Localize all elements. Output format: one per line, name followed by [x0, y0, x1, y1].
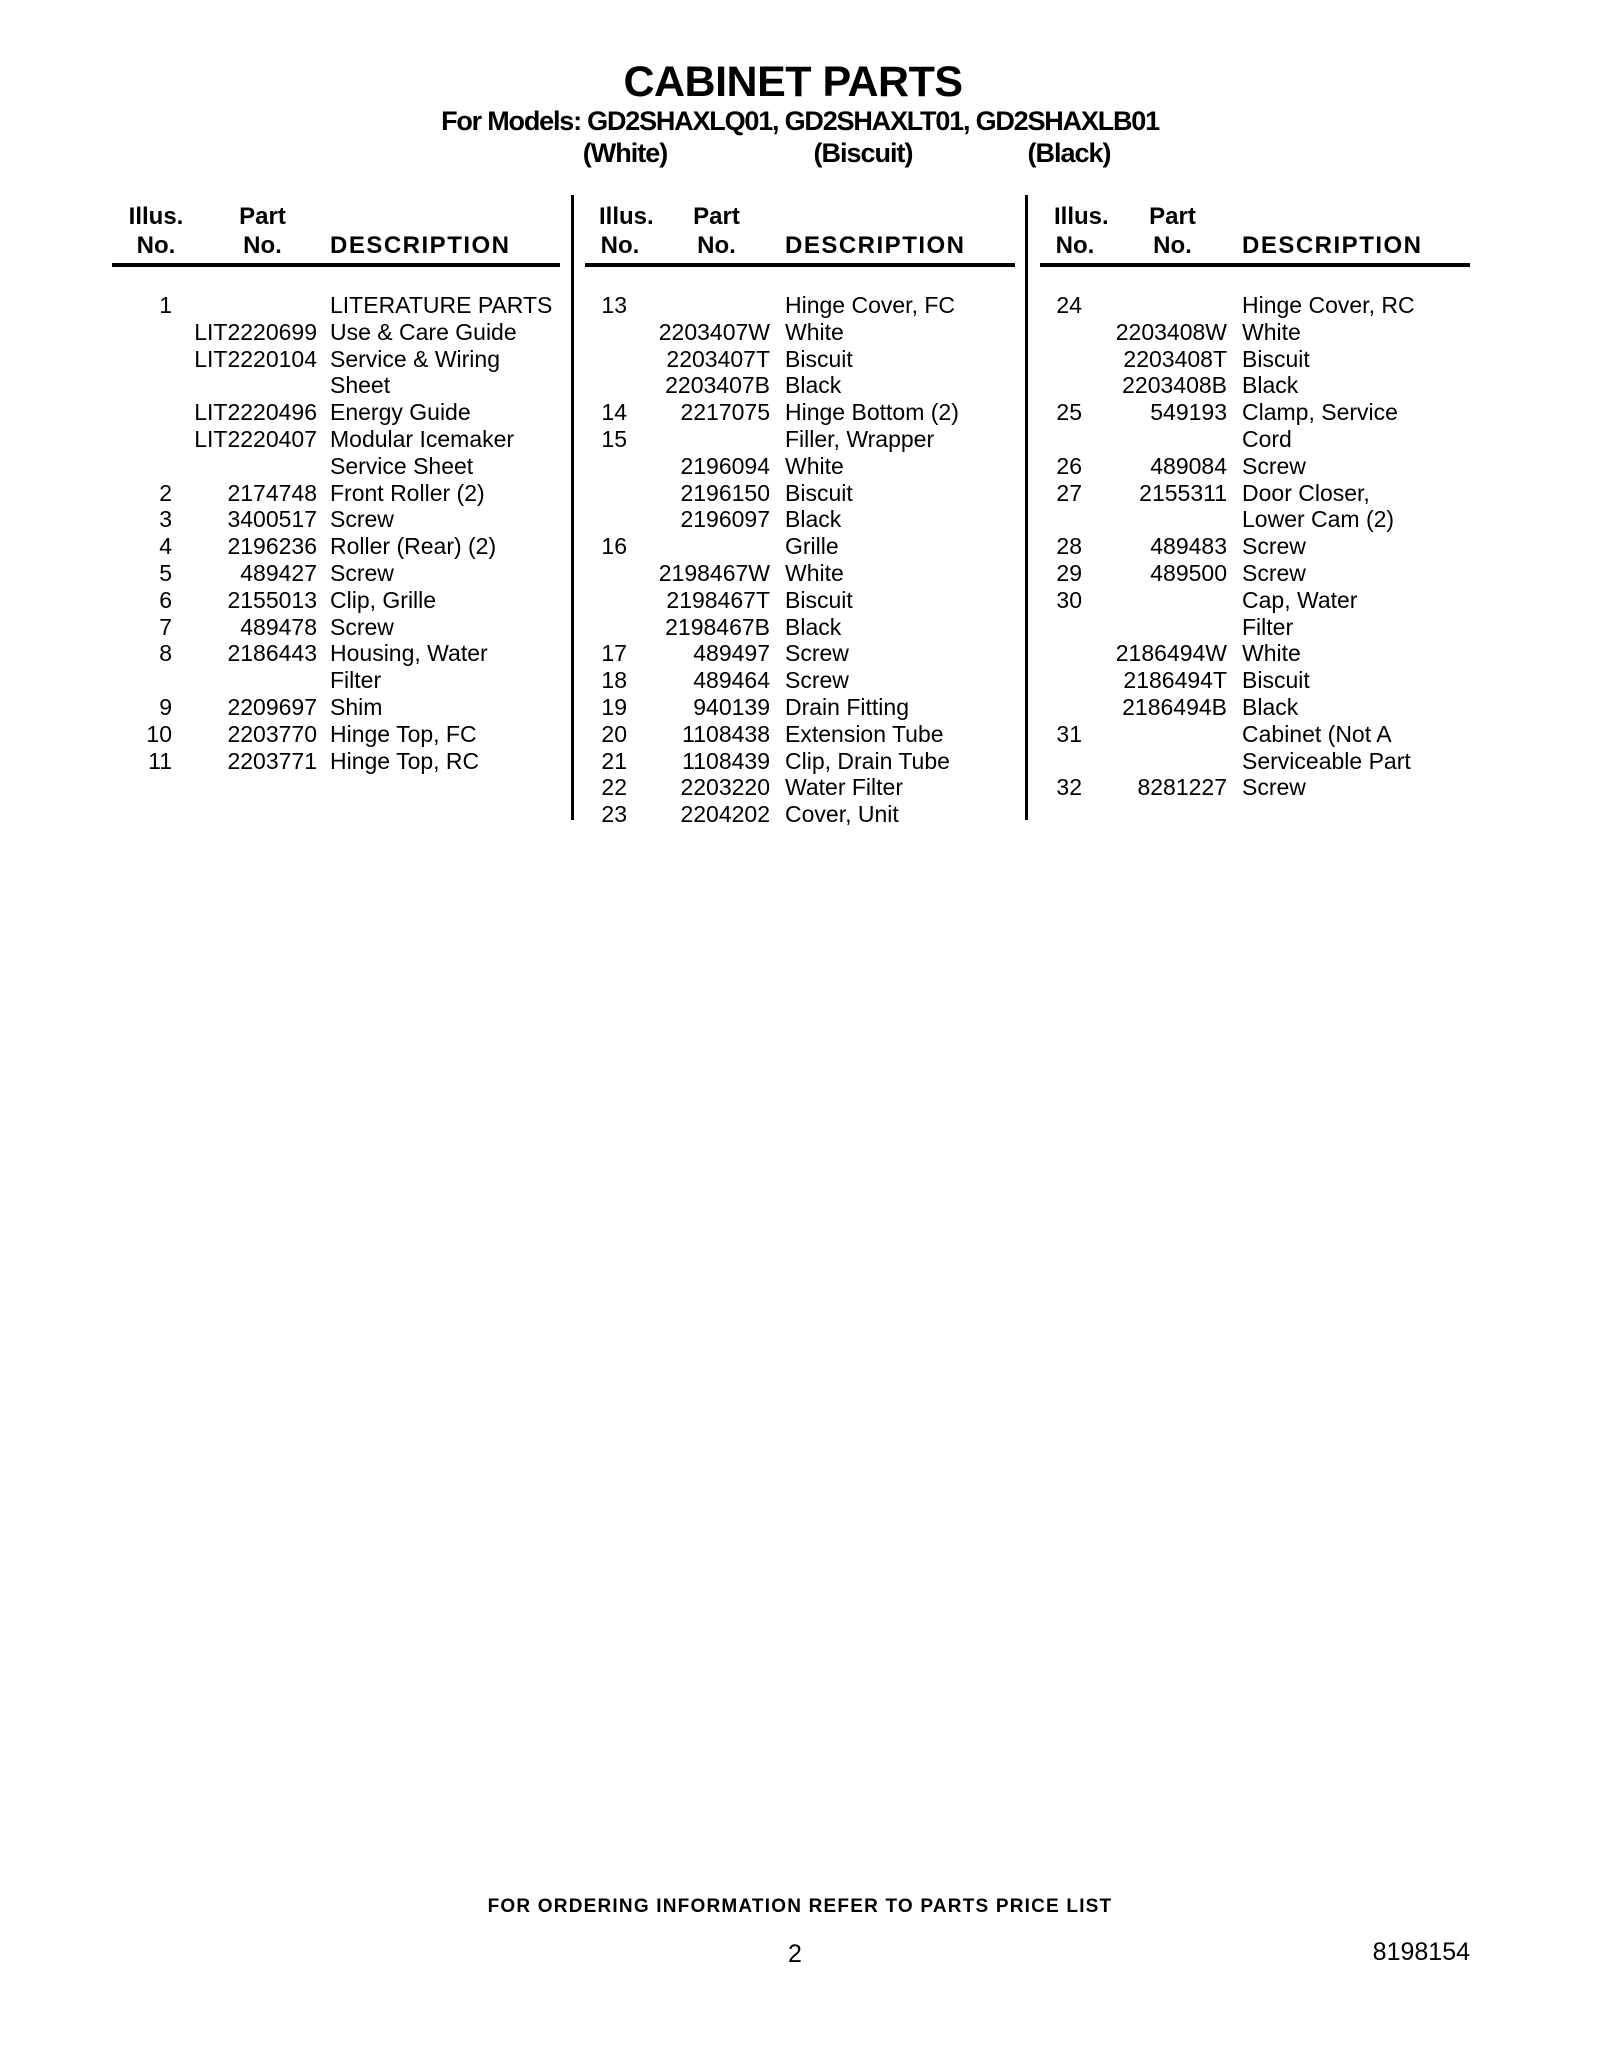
table-row: [585, 667, 1015, 694]
table-row: [1040, 426, 1470, 453]
table-row: [585, 614, 1015, 641]
illus-no-cell: [112, 372, 172, 399]
part-no-cell: [1082, 748, 1227, 775]
part-no-cell: 2209697: [227, 693, 317, 720]
part-no-cell: [1082, 292, 1227, 319]
illus-no-cell: 2: [159, 479, 172, 506]
part-no-cell: 2203771: [227, 747, 317, 774]
description-cell: LITERATURE PARTS: [330, 292, 553, 318]
description-cell: White: [1242, 640, 1301, 667]
description-cell: White: [1242, 318, 1301, 345]
description-cell: Use & Care Guide: [330, 318, 517, 345]
table-row: [112, 506, 560, 533]
illus-no-cell: 5: [159, 559, 172, 586]
table-row: [1040, 614, 1470, 641]
part-no-cell: 2198467B: [665, 613, 770, 640]
illus-no-cell: 17: [601, 640, 627, 667]
header-rule: [112, 263, 560, 267]
table-row: [585, 506, 1015, 533]
illus-no-cell: [112, 346, 172, 373]
color-label-white: (White): [582, 138, 668, 168]
part-no-header: Part: [693, 203, 740, 230]
table-row: [585, 587, 1015, 614]
column-header-row: [112, 202, 560, 231]
part-no-header: No.: [697, 232, 736, 259]
part-no-cell: 2196150: [680, 479, 770, 506]
document-number: 8198154: [1372, 1938, 1470, 1966]
header-rule: [1040, 263, 1470, 267]
table-row: [1040, 694, 1470, 721]
table-row: [585, 399, 1015, 426]
illus-no-cell: 7: [159, 613, 172, 640]
illus-no-cell: 22: [601, 774, 627, 801]
color-label-black: (Black): [1027, 138, 1111, 168]
part-no-cell: [172, 667, 317, 694]
part-no-cell: [1082, 614, 1227, 641]
part-no-cell: 8281227: [1137, 774, 1227, 801]
illus-no-cell: 19: [601, 693, 627, 720]
description-header: DESCRIPTION: [785, 232, 966, 259]
table-row: [1040, 533, 1470, 560]
model-color-labels: [0, 138, 1600, 168]
part-no-cell: 2203407T: [666, 345, 770, 372]
part-no-cell: 2174748: [227, 479, 317, 506]
illus-no-cell: 18: [601, 667, 627, 694]
description-header: DESCRIPTION: [1242, 232, 1423, 259]
illus-no-cell: 8: [159, 640, 172, 667]
part-no-cell: 2186494B: [1122, 693, 1227, 720]
illus-no-cell: [1040, 346, 1082, 373]
description-cell: Hinge Cover, FC: [785, 292, 956, 318]
part-no-cell: 2203408B: [1122, 372, 1227, 399]
illus-no-cell: 23: [601, 801, 627, 828]
part-no-cell: LIT2220407: [194, 425, 317, 452]
table-row: [112, 587, 560, 614]
illus-no-cell: [1040, 694, 1082, 721]
part-no-cell: LIT2220496: [194, 399, 317, 426]
table-row: [112, 453, 560, 480]
illus-no-cell: [1040, 319, 1082, 346]
part-no-cell: 2203408T: [1123, 345, 1227, 372]
part-no-cell: [1082, 506, 1227, 533]
illus-no-cell: 9: [159, 693, 172, 720]
description-cell: White: [785, 559, 844, 586]
description-cell: Biscuit: [1242, 345, 1310, 372]
description-cell: Drain Fitting: [785, 693, 909, 720]
parts-table-column-3: [1040, 195, 1470, 801]
description-cell: White: [785, 318, 844, 345]
part-no-header: Part: [1149, 203, 1196, 230]
part-no-cell: 2186494T: [1123, 667, 1227, 694]
description-cell: Black: [1242, 372, 1299, 399]
table-row: [112, 640, 560, 667]
table-row: [1040, 506, 1470, 533]
table-row: [1040, 640, 1470, 667]
column-header-row: [1040, 202, 1470, 231]
illus-no-cell: 3: [159, 506, 172, 533]
illus-no-cell: 15: [601, 425, 627, 452]
illus-no-cell: [112, 667, 172, 694]
table-row: [1040, 480, 1470, 507]
table-row: [585, 372, 1015, 399]
table-row: [585, 426, 1015, 453]
illus-no-cell: [1040, 748, 1082, 775]
illus-no-cell: [585, 346, 627, 373]
illus-no-header: Illus.: [128, 203, 184, 230]
table-row: [585, 533, 1015, 560]
part-no-cell: LIT2220699: [194, 318, 317, 345]
table-row: [112, 614, 560, 641]
part-no-cell: 489500: [1150, 559, 1227, 586]
description-header: [1227, 202, 1470, 231]
illus-no-cell: [112, 319, 172, 346]
part-no-cell: 489084: [1150, 452, 1227, 479]
description-header: DESCRIPTION: [330, 232, 511, 259]
part-no-cell: 2196236: [227, 533, 317, 560]
table-row: [585, 319, 1015, 346]
description-cell: Modular Icemaker: [330, 425, 515, 452]
description-cell: Cover, Unit: [785, 801, 899, 828]
illus-no-cell: 16: [601, 533, 627, 560]
description-cell: Front Roller (2): [330, 479, 485, 506]
table-row: [1040, 372, 1470, 399]
description-cell: Screw: [1242, 559, 1306, 586]
part-no-cell: 2217075: [680, 399, 770, 426]
parts-table-column-2: [585, 195, 1015, 828]
description-cell: Clamp, Service: [1242, 399, 1398, 426]
part-no-cell: 489478: [240, 613, 317, 640]
part-no-header: Part: [239, 203, 286, 230]
illus-no-cell: 31: [1056, 720, 1082, 747]
table-row: [112, 667, 560, 694]
part-no-cell: [1082, 721, 1227, 748]
description-cell: Water Filter: [785, 774, 903, 801]
table-row: [1040, 453, 1470, 480]
part-no-cell: 1108438: [682, 720, 770, 747]
description-cell: Lower Cam (2): [1242, 506, 1395, 533]
part-no-cell: 489427: [240, 559, 317, 586]
column-divider: [571, 195, 574, 820]
table-row: [585, 774, 1015, 801]
description-cell: Extension Tube: [785, 720, 944, 747]
part-no-cell: 2196097: [680, 506, 770, 533]
description-cell: Clip, Drain Tube: [785, 747, 950, 774]
description-cell: Black: [785, 613, 842, 640]
illus-no-cell: [585, 614, 627, 641]
description-cell: Black: [785, 372, 842, 399]
table-row: [1040, 667, 1470, 694]
description-cell: Biscuit: [785, 479, 853, 506]
description-cell: Cabinet (Not A: [1242, 720, 1392, 747]
illus-no-cell: [1040, 614, 1082, 641]
part-no-cell: [627, 292, 770, 319]
table-row: [585, 640, 1015, 667]
table-row: [112, 399, 560, 426]
column-header-row: [112, 231, 560, 260]
table-row: [112, 748, 560, 775]
description-cell: Hinge Cover, RC: [1242, 292, 1415, 318]
illus-no-cell: 24: [1056, 292, 1082, 318]
part-no-cell: 2196094: [680, 452, 770, 479]
description-cell: Grille: [785, 533, 839, 560]
illus-no-cell: 30: [1056, 586, 1082, 613]
description-cell: Screw: [330, 506, 394, 533]
description-cell: Clip, Grille: [330, 586, 437, 613]
description-cell: Filter: [330, 667, 382, 694]
illus-no-cell: [585, 480, 627, 507]
table-row: [112, 346, 560, 373]
illus-no-cell: 14: [601, 399, 627, 426]
description-cell: Screw: [1242, 774, 1306, 801]
table-row: [112, 292, 560, 319]
illus-no-cell: [112, 426, 172, 453]
description-cell: Service Sheet: [330, 452, 474, 479]
illus-no-cell: [112, 453, 172, 480]
part-no-cell: 2198467W: [658, 559, 770, 586]
part-no-cell: 489497: [693, 640, 770, 667]
illus-no-cell: 11: [148, 747, 172, 774]
table-row: [585, 560, 1015, 587]
table-row: [585, 346, 1015, 373]
illus-no-header: No.: [600, 232, 640, 259]
description-cell: Filler, Wrapper: [785, 425, 935, 452]
illus-no-cell: [585, 372, 627, 399]
description-cell: Door Closer,: [1242, 479, 1370, 506]
illus-no-cell: [1040, 426, 1082, 453]
part-no-cell: [1082, 426, 1227, 453]
description-cell: Screw: [1242, 533, 1306, 560]
table-row: [1040, 560, 1470, 587]
illus-no-cell: [585, 587, 627, 614]
table-row: [585, 748, 1015, 775]
illus-no-cell: [585, 319, 627, 346]
column-header-row: [1040, 231, 1470, 260]
illus-no-cell: 6: [159, 586, 172, 613]
description-cell: White: [785, 452, 844, 479]
description-cell: Hinge Top, RC: [330, 747, 480, 774]
column-divider: [1025, 195, 1028, 820]
table-row: [1040, 587, 1470, 614]
table-rows: [112, 292, 560, 774]
part-no-cell: 2203407B: [665, 372, 770, 399]
part-no-cell: [172, 292, 317, 319]
table-row: [585, 480, 1015, 507]
illus-no-cell: 21: [601, 747, 627, 774]
part-no-cell: 549193: [1150, 399, 1227, 426]
description-header: [317, 202, 560, 231]
description-cell: Hinge Top, FC: [330, 720, 477, 747]
illus-no-cell: 26: [1056, 452, 1082, 479]
description-cell: Cord: [1242, 425, 1292, 452]
illus-no-cell: 20: [601, 720, 627, 747]
table-row: [585, 453, 1015, 480]
illus-no-cell: 1: [159, 292, 172, 318]
description-cell: Serviceable Part: [1242, 747, 1411, 774]
part-no-cell: LIT2220104: [194, 345, 317, 372]
table-row: [1040, 399, 1470, 426]
table-row: [585, 721, 1015, 748]
part-no-cell: 489483: [1150, 533, 1227, 560]
illus-no-cell: [112, 399, 172, 426]
description-cell: Filter: [1242, 613, 1294, 640]
part-no-cell: [172, 372, 317, 399]
description-cell: Energy Guide: [330, 399, 471, 426]
part-no-cell: 2203408W: [1115, 318, 1227, 345]
table-row: [1040, 346, 1470, 373]
illus-no-cell: 25: [1056, 399, 1082, 426]
part-no-cell: 2203407W: [658, 318, 770, 345]
description-cell: Black: [785, 506, 842, 533]
description-cell: Screw: [330, 613, 394, 640]
description-cell: Screw: [785, 640, 849, 667]
part-no-cell: [1082, 587, 1227, 614]
part-no-cell: 489464: [693, 667, 770, 694]
illus-no-cell: 27: [1056, 479, 1082, 506]
page-number: 2: [788, 1940, 802, 1968]
part-no-cell: 2186494W: [1115, 640, 1227, 667]
illus-no-cell: 4: [159, 533, 172, 560]
part-no-header: No.: [1153, 232, 1192, 259]
illus-no-cell: [1040, 506, 1082, 533]
part-no-cell: 3400517: [227, 506, 317, 533]
description-cell: Biscuit: [785, 345, 853, 372]
description-cell: Biscuit: [785, 586, 853, 613]
table-row: [112, 694, 560, 721]
table-row: [585, 694, 1015, 721]
part-no-cell: 2203770: [227, 720, 317, 747]
part-no-cell: 2203220: [680, 774, 770, 801]
table-rows: [585, 292, 1015, 828]
table-row: [112, 533, 560, 560]
description-cell: Cap, Water: [1242, 586, 1358, 613]
table-row: [112, 319, 560, 346]
description-cell: Screw: [785, 667, 849, 694]
illus-no-cell: 13: [601, 292, 627, 318]
description-cell: Black: [1242, 693, 1299, 720]
color-label-biscuit: (Biscuit): [813, 138, 913, 168]
table-row: [1040, 721, 1470, 748]
illus-no-cell: [585, 453, 627, 480]
description-cell: Roller (Rear) (2): [330, 533, 497, 560]
description-cell: Sheet: [330, 372, 391, 399]
description-cell: Biscuit: [1242, 667, 1310, 694]
description-cell: Shim: [330, 693, 383, 720]
description-cell: Housing, Water: [330, 640, 488, 667]
description-cell: Screw: [1242, 452, 1306, 479]
illus-no-cell: 10: [146, 720, 172, 747]
part-no-cell: 940139: [693, 693, 770, 720]
illus-no-cell: [1040, 667, 1082, 694]
description-cell: Service & Wiring: [330, 345, 500, 372]
illus-no-cell: 28: [1056, 533, 1082, 560]
description-cell: Screw: [330, 559, 394, 586]
part-no-cell: [627, 533, 770, 560]
part-no-cell: 2186443: [227, 640, 317, 667]
illus-no-header: No.: [136, 232, 176, 259]
column-header-row: [585, 231, 1015, 260]
illus-no-header: No.: [1055, 232, 1095, 259]
illus-no-cell: 32: [1056, 774, 1082, 801]
illus-no-cell: [1040, 640, 1082, 667]
table-row: [112, 372, 560, 399]
part-no-header: No.: [243, 232, 282, 259]
illus-no-header: Illus.: [599, 203, 654, 230]
parts-table-column-1: [112, 195, 560, 774]
table-row: [112, 721, 560, 748]
table-row: [1040, 319, 1470, 346]
part-no-cell: 2198467T: [666, 586, 770, 613]
part-no-cell: 2155013: [227, 586, 317, 613]
part-no-cell: [627, 426, 770, 453]
illus-no-cell: [1040, 372, 1082, 399]
table-row: [1040, 774, 1470, 801]
table-row: [585, 801, 1015, 828]
page-title: CABINET PARTS: [623, 58, 963, 106]
illus-no-cell: 29: [1056, 559, 1082, 586]
description-header: [770, 202, 1015, 231]
table-row: [112, 426, 560, 453]
table-row: [112, 480, 560, 507]
part-no-cell: 2204202: [680, 801, 770, 828]
table-row: [585, 292, 1015, 319]
models-subtitle: For Models: GD2SHAXLQ01, GD2SHAXLT01, GD2SHAXLB01: [441, 106, 1159, 136]
ordering-note: FOR ORDERING INFORMATION REFER TO PARTS PRICE LIST: [487, 1896, 1113, 1917]
illus-no-header: Illus.: [1054, 203, 1109, 230]
table-rows: [1040, 292, 1470, 801]
part-no-cell: 2155311: [1139, 479, 1227, 506]
header-rule: [585, 263, 1015, 267]
illus-no-cell: [585, 506, 627, 533]
table-row: [1040, 292, 1470, 319]
table-row: [1040, 748, 1470, 775]
table-row: [112, 560, 560, 587]
part-no-cell: [172, 453, 317, 480]
description-cell: Hinge Bottom (2): [785, 399, 959, 426]
column-header-row: [585, 202, 1015, 231]
part-no-cell: 1108439: [682, 747, 770, 774]
illus-no-cell: [585, 560, 627, 587]
